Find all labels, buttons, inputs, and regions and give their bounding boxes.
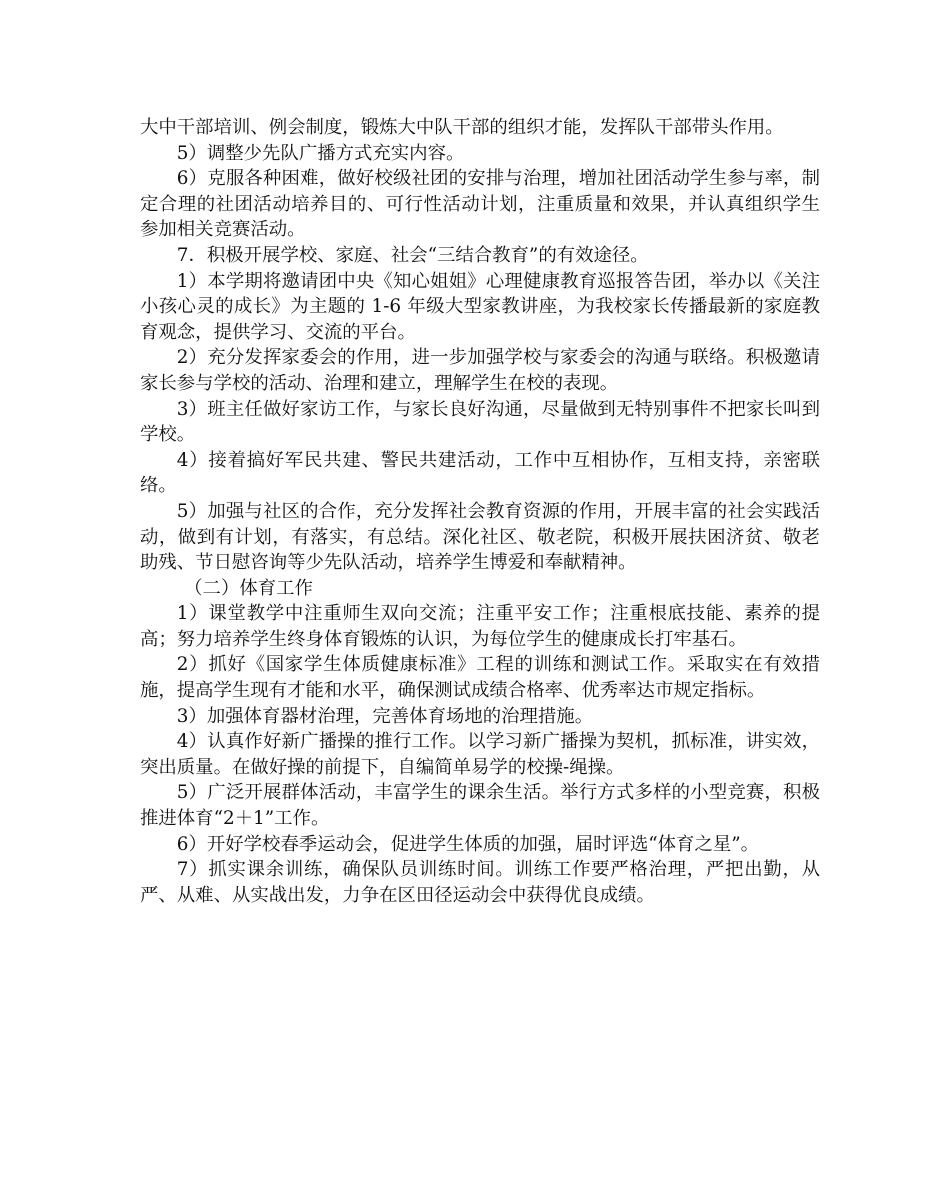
paragraph: 1）本学期将邀请团中央《知心姐姐》心理健康教育巡报答告团，举办以《关注小孩心灵的成长》为主题的 1-6 年级大型家教讲座，为我校家长传播最新的家庭教育观念，提供学习、交流的平台。 <box>140 270 820 343</box>
paragraph: 5）调整少先队广播方式充实内容。 <box>176 142 465 164</box>
paragraph: 5）广泛开展群体活动，丰富学生的课余生活。举行方式多样的小型竞赛，积极推进体育“2＋1”工作。 <box>140 782 820 830</box>
paragraph: 2）抓好《国家学生体质健康标准》工程的训练和测试工作。采取实在有效措施，提高学生现有才能和水平，确保测试成绩合格率、优秀率达市规定指标。 <box>140 654 820 702</box>
paragraph: 1）课堂教学中注重师生双向交流；注重平安工作；注重根底技能、素养的提高；努力培养学生终身体育锻炼的认识，为每位学生的健康成长打牢基石。 <box>140 603 820 650</box>
paragraph: 6）克服各种困难，做好校级社团的安排与治理，增加社团活动学生参与率，制定合理的社团活动培养目的、可行性活动计划，注重质量和效果，并认真组织学生参加相关竞赛活动。 <box>140 168 820 241</box>
section-heading: 7．积极开展学校、家庭、社会“三结合教育”的有效途径。 <box>176 244 649 266</box>
paragraph: 大中干部培训、例会制度，锻炼大中队干部的组织才能，发挥队干部带头作用。 <box>140 117 784 138</box>
paragraph: 7）抓实课余训练，确保队员训练时间。训练工作要严格治理，严把出勤，从严、从难、从实战出发，力争在区田径运动会中获得优良成绩。 <box>140 859 820 906</box>
section-heading: （二）体育工作 <box>184 577 313 599</box>
paragraph: 4）接着搞好军民共建、警民共建活动，工作中互相协作，互相支持，亲密联络。 <box>140 449 820 497</box>
paragraph: 3）班主任做好家访工作，与家长良好沟通，尽量做到无特别事件不把家长叫到学校。 <box>140 398 820 446</box>
paragraph: 5）加强与社区的合作，充分发挥社会教育资源的作用，开展丰富的社会实践活动，做到有计划，有落实，有总结。深化社区、敬老院，积极开展扶困济贫、敬老助残、节日慰咨询等少先队活动，培养学生博爱和奉献精神。 <box>140 500 820 574</box>
paragraph: 3）加强体育器材治理，完善体育场地的治理措施。 <box>176 705 594 727</box>
paragraph: 2）充分发挥家委会的作用，进一步加强学校与家委会的沟通与联络。积极邀请家长参与学校的活动、治理和建立，理解学生在校的表现。 <box>140 347 820 394</box>
paragraph: 4）认真作好新广播操的推行工作。以学习新广播操为契机，抓标准，讲实效，突出质量。在做好操的前提下，自编简单易学的校操-绳操。 <box>140 731 820 778</box>
document-body <box>140 115 820 908</box>
paragraph: 6）开好学校春季运动会，促进学生体质的加强，届时评选“体育之星”。 <box>176 833 760 855</box>
